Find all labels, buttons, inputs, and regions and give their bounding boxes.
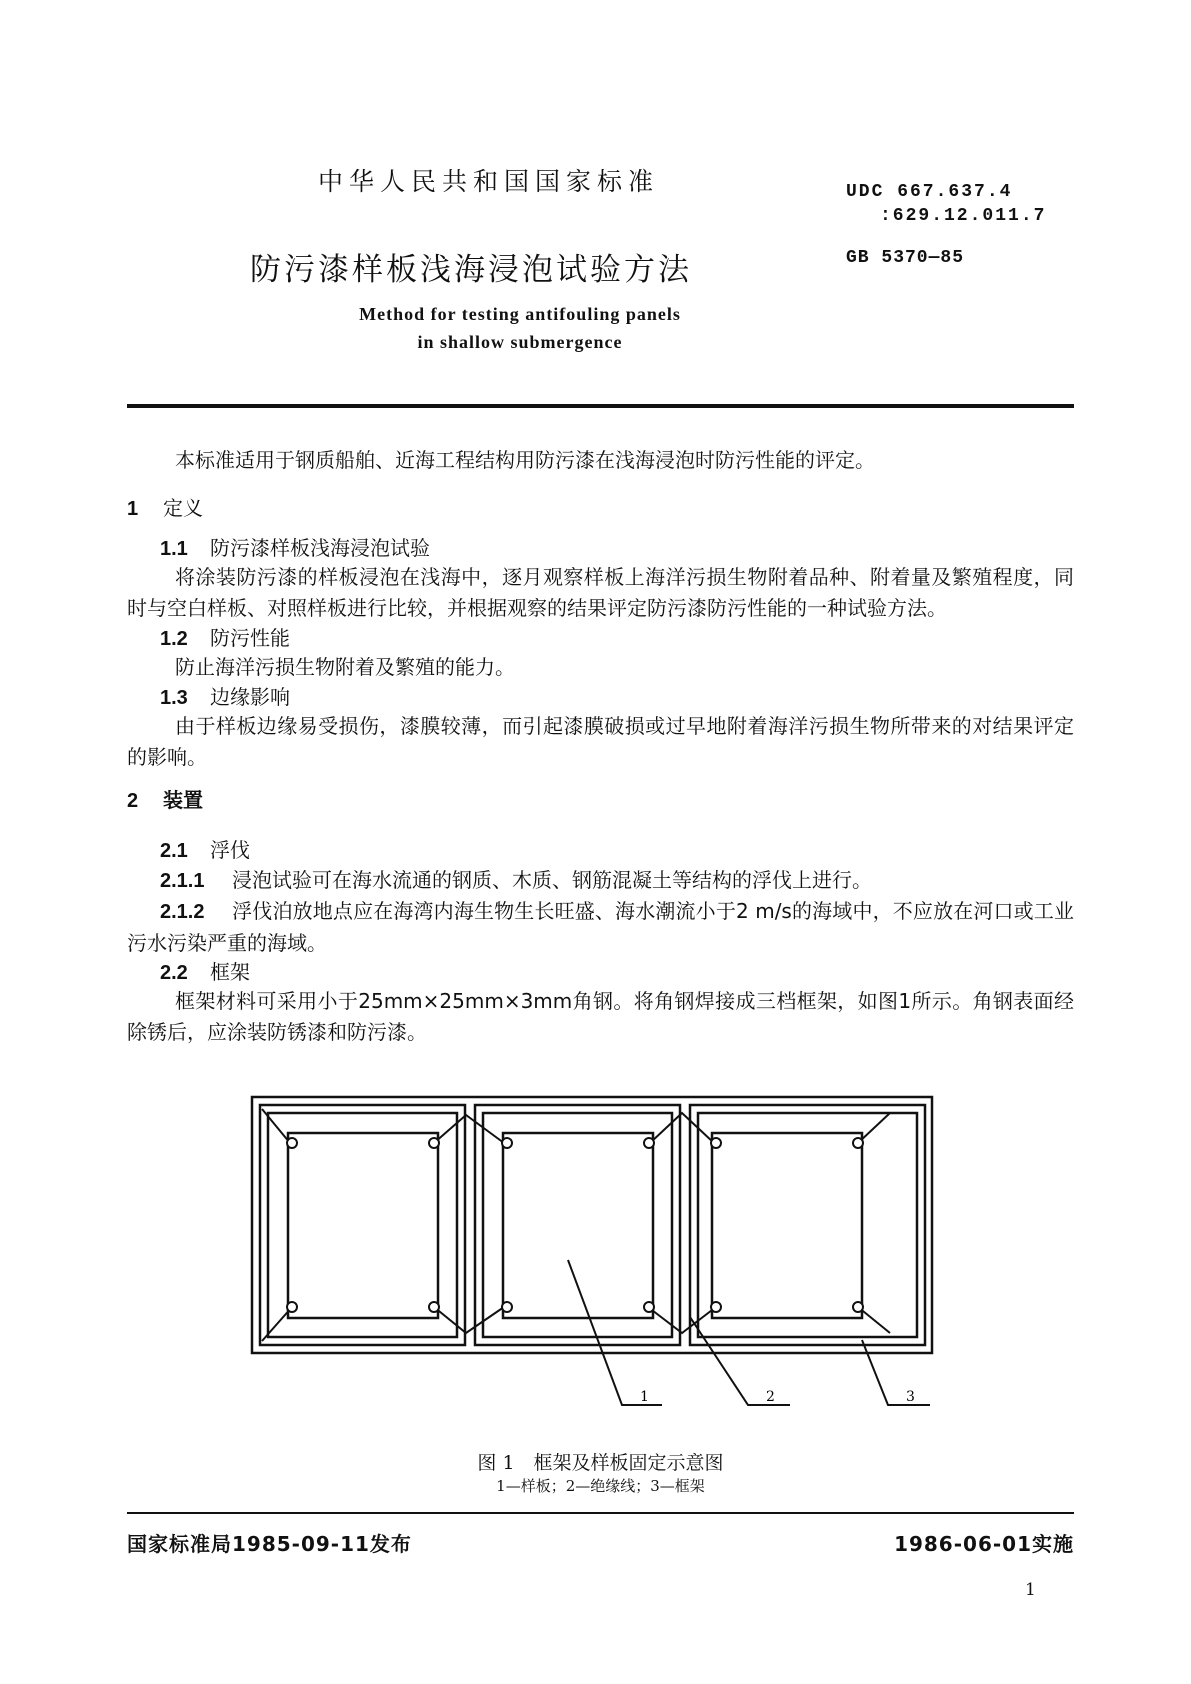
section-1-3-heading — [160, 683, 290, 712]
callout-label-1: 1 — [640, 1389, 649, 1405]
section-2-1-number: 2.1 — [160, 840, 188, 862]
callout-label-2: 2 — [766, 1389, 775, 1405]
wire — [858, 1307, 890, 1333]
section-2-number: 2 — [127, 790, 139, 812]
section-1-title: 定义 — [163, 496, 203, 520]
callout-leader-3 — [862, 1340, 930, 1405]
section-2-2-heading — [160, 958, 250, 987]
wire — [434, 1307, 504, 1333]
section-1-2-title: 防污性能 — [210, 626, 290, 650]
section-2-2-title: 框架 — [210, 960, 250, 984]
gb-number: GB 5370—85 — [846, 248, 965, 268]
wire — [650, 1113, 714, 1143]
frame-bay-3-inner — [698, 1113, 917, 1337]
section-1-1-title: 防污漆样板浅海浸泡试验 — [210, 536, 430, 560]
frame-bay-3 — [690, 1105, 925, 1345]
udc-code — [846, 180, 1046, 228]
page-number: 1 — [1025, 1580, 1036, 1600]
panel-hole — [853, 1302, 863, 1312]
panel-hole — [429, 1138, 439, 1148]
section-1-3-title: 边缘影响 — [210, 685, 290, 709]
frame-diagram — [250, 1085, 950, 1425]
panel-3 — [712, 1133, 862, 1318]
section-2-1-2 — [127, 896, 1074, 959]
english-title-line-2: in shallow submergence — [417, 332, 623, 352]
figure-legend: 1—样板；2—绝缘线；3—框架 — [496, 1477, 705, 1495]
section-2-1-title: 浮伐 — [210, 838, 250, 862]
wire — [434, 1115, 504, 1143]
panel-hole — [644, 1138, 654, 1148]
issue-date: 国家标准局1985-09-11发布 — [127, 1532, 412, 1556]
panel-hole — [287, 1302, 297, 1312]
national-standard-heading: 中华人民共和国国家标准 — [318, 167, 660, 196]
section-1-2-heading — [160, 624, 290, 653]
panel-hole — [853, 1138, 863, 1148]
section-2-1-1-number: 2.1.1 — [160, 870, 205, 892]
english-title-line-1: Method for testing antifouling panels — [359, 304, 681, 324]
section-1-heading — [127, 494, 203, 523]
panel-hole — [711, 1138, 721, 1148]
section-1-1-heading — [160, 534, 430, 563]
document-title: 防污漆样板浅海浸泡试验方法 — [250, 252, 692, 288]
section-1-1-number: 1.1 — [160, 538, 188, 560]
section-2-1-1-text: 浸泡试验可在海水流通的钢质、木质、钢筋混凝土等结构的浮伐上进行。 — [232, 868, 872, 892]
udc-line-2: :629.12.011.7 — [880, 206, 1047, 226]
section-1-number: 1 — [127, 498, 139, 520]
udc-line-1: UDC 667.637.4 — [846, 182, 1013, 202]
footer-divider — [127, 1512, 1074, 1514]
wire — [858, 1113, 890, 1143]
section-2-title: 装置 — [163, 788, 203, 812]
section-2-1-1 — [160, 866, 1074, 895]
intro-paragraph: 本标准适用于钢质船舶、近海工程结构用防污漆在浅海浸泡时防污性能的评定。 — [175, 448, 875, 472]
section-1-2-number: 1.2 — [160, 628, 188, 650]
section-2-1-heading — [160, 836, 250, 865]
panel-1 — [288, 1133, 438, 1318]
callout-label-3: 3 — [906, 1389, 915, 1405]
panel-hole — [644, 1302, 654, 1312]
section-1-2-text: 防止海洋污损生物附着及繁殖的能力。 — [175, 655, 515, 679]
frame-outer — [252, 1097, 932, 1353]
panel-hole — [502, 1302, 512, 1312]
english-title — [250, 300, 790, 356]
section-2-1-2-text: 浮伐泊放地点应在海湾内海生物生长旺盛、海水潮流小于2 m/s的海域中，不应放在河口或工业污水污染严重的海域。 — [127, 899, 1074, 955]
panel-hole — [711, 1302, 721, 1312]
section-2-1-2-number: 2.1.2 — [160, 901, 205, 923]
section-2-heading — [127, 786, 203, 815]
section-1-1-text: 将涂装防污漆的样板浸泡在浅海中，逐月观察样板上海洋污损生物附着品种、附着量及繁殖程度，同时与空白样板、对照样板进行比较，并根据观察的结果评定防污漆防污性能的一种试验方法。 — [127, 565, 1074, 620]
section-1-3-text: 由于样板边缘易受损伤，漆膜较薄，而引起漆膜破损或过早地附着海洋污损生物所带来的对结果评定的影响。 — [127, 714, 1074, 769]
section-2-2-number: 2.2 — [160, 962, 188, 984]
effective-date: 1986-06-01实施 — [894, 1532, 1074, 1556]
panel-hole — [429, 1302, 439, 1312]
section-2-2-text: 框架材料可采用小于25mm×25mm×3mm角钢。将角钢焊接成三档框架，如图1所示。角钢表面经除锈后，应涂装防锈漆和防污漆。 — [127, 989, 1074, 1044]
panel-hole — [287, 1138, 297, 1148]
panel-hole — [502, 1138, 512, 1148]
callout-leader-2 — [690, 1317, 790, 1405]
wire — [648, 1307, 716, 1333]
header-divider — [127, 404, 1074, 408]
panel-2 — [503, 1133, 653, 1318]
figure-caption: 图 1 框架及样板固定示意图 — [477, 1452, 724, 1474]
section-1-3-number: 1.3 — [160, 687, 188, 709]
callout-leader-1 — [568, 1260, 662, 1405]
